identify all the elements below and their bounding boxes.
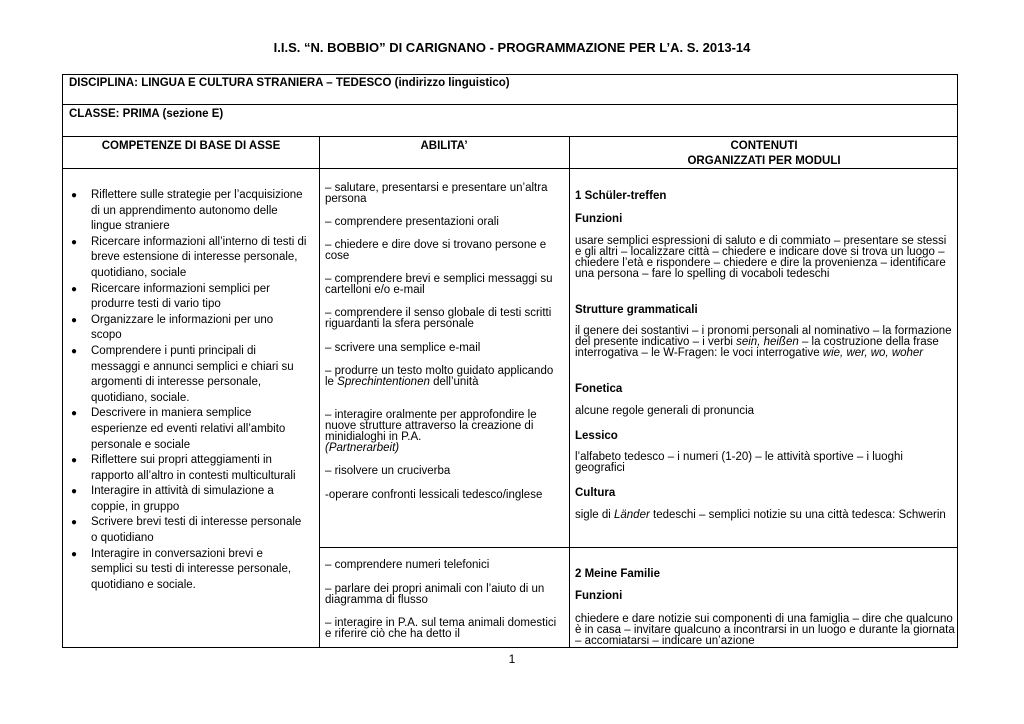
abilita-item: – produrre un testo molto guidato applicando le Sprechintentionen dell’unità	[325, 365, 554, 388]
list-item: ● Descrivere in maniera semplice esperienze ed eventi relativi all’ambito personale e sociale	[71, 407, 286, 451]
modulo1-funzioni: usare semplici espressioni di saluto e di commiato – presentare se stessi e gli altri – localizzare città – chiedere e indicare dove si trova un luogo – chiedere l’età e rispondere – chiedere e dire la provenienza – identificare una persona – fare lo spelling di vocaboli tedeschi	[575, 235, 947, 280]
abilita-item: – interagire oralmente per approfondire le nuove strutture attraverso la creazione di minidialoghi in P.A. (Partnerarbeit)	[325, 409, 537, 454]
abilita-item: – parlare dei propri animali con l’aiuto di un diagramma di flusso	[325, 583, 545, 606]
bullet-icon: ●	[71, 517, 78, 529]
bullet-icon: ●	[71, 314, 78, 326]
classe-label: CLASSE: PRIMA (sezione E)	[69, 108, 224, 120]
col-divider	[319, 136, 320, 647]
competenze-list	[69, 188, 307, 593]
abilita-item: -operare confronti lessicali tedesco/inglese	[325, 489, 543, 501]
page-number: 1	[508, 652, 516, 666]
modulo1-funzioni-heading: Funzioni	[575, 213, 623, 225]
bullet-icon: ●	[71, 236, 78, 248]
programmazione-table	[62, 74, 958, 648]
modulo1-cultura-heading: Cultura	[575, 487, 616, 499]
list-item: ● Ricercare informazioni semplici per produrre testi di vario tipo	[71, 282, 270, 311]
col-header-contenuti-line1: CONTENUTI	[730, 140, 798, 152]
modulo1-fonetica-heading: Fonetica	[575, 383, 623, 395]
row-divider	[63, 136, 957, 137]
list-item: ● Riflettere sui propri atteggiamenti in rapporto all’altro in contesti multiculturali	[71, 454, 296, 482]
bullet-icon: ●	[71, 345, 78, 357]
abilita-item: – chiedere e dire dove si trovano persone e cose	[325, 239, 547, 262]
modulo1-cultura: sigle di Länder tedeschi – semplici notizie su una città tedesca: Schwerin	[575, 509, 946, 521]
col-header-contenuti-line2: ORGANIZZATI PER MODULI	[687, 155, 841, 167]
modulo1-strutture: il genere dei sostantivi – i pronomi personali al nominativo – la formazione del presente indicativo – i verbi sein, heißen – la costruzione della frase interrogativa – le W-Fragen: le voci interrogative wie, wer, wo, woher	[575, 325, 952, 359]
abilita-item: – risolvere un cruciverba	[325, 465, 451, 477]
abilita-item: – comprendere brevi e semplici messaggi su cartelloni e/o e-mail	[325, 273, 553, 296]
list-item: ● Ricercare informazioni all’interno di testi di breve estensione di interesse personale, quotidiano, sociale	[71, 235, 307, 279]
list-item: ● Organizzare le informazioni per uno scopo	[71, 313, 274, 342]
modulo1-lessico-heading: Lessico	[575, 430, 618, 442]
bullet-icon: ●	[71, 548, 78, 560]
abilita-item: – salutare, presentarsi e presentare un’altra persona	[325, 182, 548, 205]
disciplina-label: DISCIPLINA: LINGUA E CULTURA STRANIERA – TEDESCO (indirizzo linguistico)	[69, 77, 510, 89]
modulo2-title: 2 Meine Familie	[575, 568, 661, 580]
module-divider	[319, 547, 957, 548]
list-item: ● Interagire in conversazioni brevi e semplici su testi di interesse personale, quotidiano e sociale.	[71, 547, 292, 591]
bullet-icon: ●	[71, 455, 78, 467]
modulo1-title: 1 Schüler-treffen	[575, 190, 667, 202]
col-header-competenze: COMPETENZE DI BASE DI ASSE	[101, 140, 281, 152]
col-header-contenuti	[569, 139, 958, 169]
bullet-icon: ●	[71, 408, 78, 420]
bullet-icon: ●	[71, 190, 78, 201]
bullet-icon: ●	[71, 283, 78, 295]
bullet-icon: ●	[71, 486, 78, 498]
abilita-item: – comprendere presentazioni orali	[325, 216, 499, 228]
abilita-item: – scrivere una semplice e-mail	[325, 342, 481, 354]
abilita-item: – interagire in P.A. sul tema animali domestici e riferire ciò che ha detto il	[325, 617, 557, 640]
abilita-item: – comprendere il senso globale di testi scritti riguardanti la sfera personale	[325, 307, 552, 330]
modulo2-funzioni-heading: Funzioni	[575, 590, 623, 602]
modulo2-funzioni: chiedere e dare notizie sui componenti di una famiglia – dire che qualcuno è in casa – invitare qualcuno a incontrarsi in un luogo e durante la giornata – accomiatarsi – indicare un’azione	[575, 613, 955, 647]
list-item: ● Comprendere i punti principali di messaggi e annunci semplici e chiari su argomenti di interesse personale, quotidiano, sociale.	[71, 344, 294, 404]
document-title: I.I.S. “N. BOBBIO” DI CARIGNANO - PROGRAMMAZIONE PER L’A. S. 2013-14	[273, 40, 751, 55]
modulo1-fonetica: alcune regole generali di pronuncia	[575, 405, 755, 417]
abilita-item: – comprendere numeri telefonici	[325, 559, 490, 571]
list-item: ● Scrivere brevi testi di interesse personale o quotidiano	[71, 516, 302, 545]
list-item: ● Riflettere sulle strategie per l’acquisizione di un apprendimento autonomo delle lingue straniere	[71, 189, 303, 233]
modulo1-lessico: l’alfabeto tedesco – i numeri (1-20) – le attività sportive – i luoghi geografici	[575, 451, 903, 474]
col-header-abilita: ABILITA’	[420, 140, 468, 152]
col-divider	[569, 136, 570, 647]
row-divider	[63, 104, 957, 105]
modulo1-strutture-heading: Strutture grammaticali	[575, 304, 698, 316]
list-item: ● Interagire in attività di simulazione a coppie, in gruppo	[71, 485, 274, 513]
